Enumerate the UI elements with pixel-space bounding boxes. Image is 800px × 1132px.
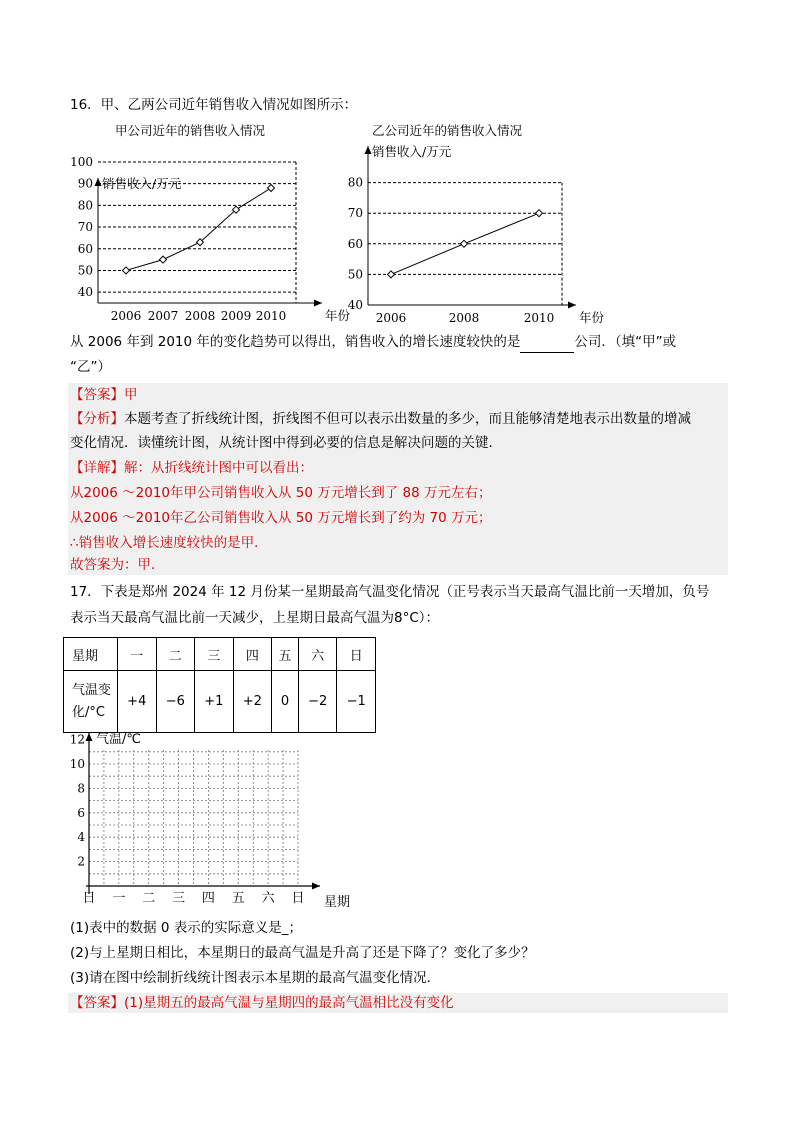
table-change-4: +2 (233, 671, 272, 733)
data-point (536, 210, 543, 217)
q17-stem-2: 表示当天最高气温比前一天减少，上星期日最高气温为8°C）： (70, 610, 440, 626)
table-change-2: −6 (156, 671, 195, 733)
x-tick-label: 日 (291, 891, 305, 906)
data-point (268, 184, 275, 191)
table-day-2: 二 (156, 638, 195, 671)
q17-sub2: (2)与上星期日相比，本星期日的最高气温是升高了还是下降了？变化了多少？ (70, 945, 535, 961)
q17-sub1: (1)表中的数据 0 表示的实际意义是_； (70, 920, 303, 936)
x-axis-arrow (314, 300, 322, 307)
q16-analysis-2: 变化情况．读懂统计图，从统计图中得到必要的信息是解决问题的关键． (70, 435, 502, 451)
data-point (123, 267, 130, 274)
table-row-label: 气温变 化/°C (64, 671, 118, 733)
x-axis-arrow (568, 302, 576, 309)
q16-detail-2: 从2006 ～2010年甲公司销售收入从 50 万元增长到了 88 万元左右； (70, 485, 492, 501)
y-tick-label: 6 (77, 805, 85, 820)
table-day-3: 三 (195, 638, 234, 671)
chart-yi (330, 115, 605, 330)
answer-blank (520, 332, 574, 353)
table-day-6: 六 (298, 638, 337, 671)
x-tick-label: 2008 (184, 309, 216, 323)
y-axis-label: 销售收入/万元 (102, 176, 182, 191)
x-axis-arrow (312, 883, 320, 890)
x-tick-label: 2006 (375, 311, 407, 325)
data-point (461, 240, 468, 247)
x-tick-label: 六 (261, 891, 275, 906)
table-day-7: 日 (337, 638, 376, 671)
y-tick-label: 2 (77, 854, 85, 869)
y-tick-label: 10 (69, 757, 85, 771)
q17-answer: 【答案】(1)星期五的最高气温与星期四的最高气温相比没有变化 (70, 995, 454, 1011)
x-tick-label: 2008 (448, 311, 480, 325)
y-axis-label: 气温/℃ (96, 732, 141, 747)
data-point (388, 271, 395, 278)
q17-stem-1: 17．下表是郑州 2024 年 12 月份某一星期最高气温变化情况（正号表示当天最高气温比前一天增加，负号 (70, 584, 710, 600)
chart-temperature (62, 728, 362, 913)
table-day-5: 五 (272, 638, 299, 671)
x-tick-label: 2010 (255, 309, 287, 323)
y-tick-label: 60 (347, 236, 363, 251)
y-axis-arrow (86, 733, 93, 741)
x-tick-label: 一 (112, 891, 126, 906)
temperature-table (63, 637, 376, 733)
x-tick-label: 2006 (110, 309, 142, 323)
table-change-5: 0 (272, 671, 299, 733)
y-tick-label: 12 (69, 732, 85, 747)
q17-sub3: (3)请在图中绘制折线统计图表示本星期的最高气温变化情况． (70, 970, 441, 986)
table-day-1: 一 (118, 638, 157, 671)
series-line (126, 188, 271, 270)
q16-detail-4: ∴销售收入增长速度较快的是甲． (70, 535, 268, 551)
y-tick-label: 80 (77, 198, 93, 213)
chart-yi-title: 乙公司近年的销售收入情况 (372, 123, 523, 138)
y-tick-label: 100 (70, 154, 93, 169)
y-axis-label: 销售收入/万元 (372, 144, 452, 159)
x-tick-label: 日 (82, 891, 96, 906)
q16-analysis-1: 【分析】本题考查了折线统计图，折线图不但可以表示出数量的多少，而且能够清楚地表示出数量的增减 (70, 411, 691, 427)
x-tick-label: 2007 (147, 309, 179, 323)
x-axis-label: 星期 (324, 895, 351, 910)
q16-question-line1: 从 2006 年到 2010 年的变化趋势可以得出，销售收入的增长速度较快的是 公司．（填“甲”或 (70, 332, 676, 353)
y-tick-label: 50 (77, 263, 93, 278)
chart-jia (60, 115, 351, 330)
y-axis-arrow (95, 178, 102, 186)
y-axis-arrow (365, 146, 372, 154)
y-tick-label: 4 (77, 830, 85, 845)
table-day-4: 四 (233, 638, 272, 671)
q16-stem: 16．甲、乙两公司近年销售收入情况如图所示： (70, 97, 358, 113)
x-tick-label: 2009 (220, 309, 252, 323)
x-tick-label: 2010 (523, 311, 555, 325)
q16-detail-1: 【详解】解：从折线统计图中可以看出： (70, 460, 313, 476)
y-tick-label: 8 (77, 781, 85, 796)
y-tick-label: 40 (347, 298, 363, 312)
x-tick-label: 三 (172, 891, 186, 906)
y-tick-label: 70 (77, 220, 93, 235)
x-axis-label: 年份 (325, 308, 351, 323)
table-change-6: −2 (298, 671, 337, 733)
y-tick-label: 50 (347, 267, 363, 282)
q16-detail-3: 从2006 ～2010年乙公司销售收入从 50 万元增长到了约为 70 万元； (70, 510, 492, 526)
q16-question-line2: “乙”） (70, 359, 111, 375)
x-tick-label: 二 (142, 891, 156, 906)
q16-detail-5: 故答案为：甲． (70, 557, 165, 573)
y-tick-label: 80 (347, 175, 363, 190)
table-change-1: +4 (118, 671, 157, 733)
x-tick-label: 五 (231, 891, 245, 906)
data-point (160, 256, 167, 263)
y-tick-label: 40 (77, 285, 93, 300)
x-tick-label: 四 (201, 891, 215, 906)
table-change-7: −1 (337, 671, 376, 733)
y-tick-label: 60 (77, 241, 93, 256)
table-header-day: 星期 (64, 638, 118, 671)
chart-jia-title: 甲公司近年的销售收入情况 (115, 123, 266, 138)
y-tick-label: 90 (77, 176, 93, 191)
x-axis-label: 年份 (579, 310, 605, 325)
y-tick-label: 70 (347, 206, 363, 221)
q16-answer: 【答案】甲 (70, 387, 138, 403)
table-change-3: +1 (195, 671, 234, 733)
